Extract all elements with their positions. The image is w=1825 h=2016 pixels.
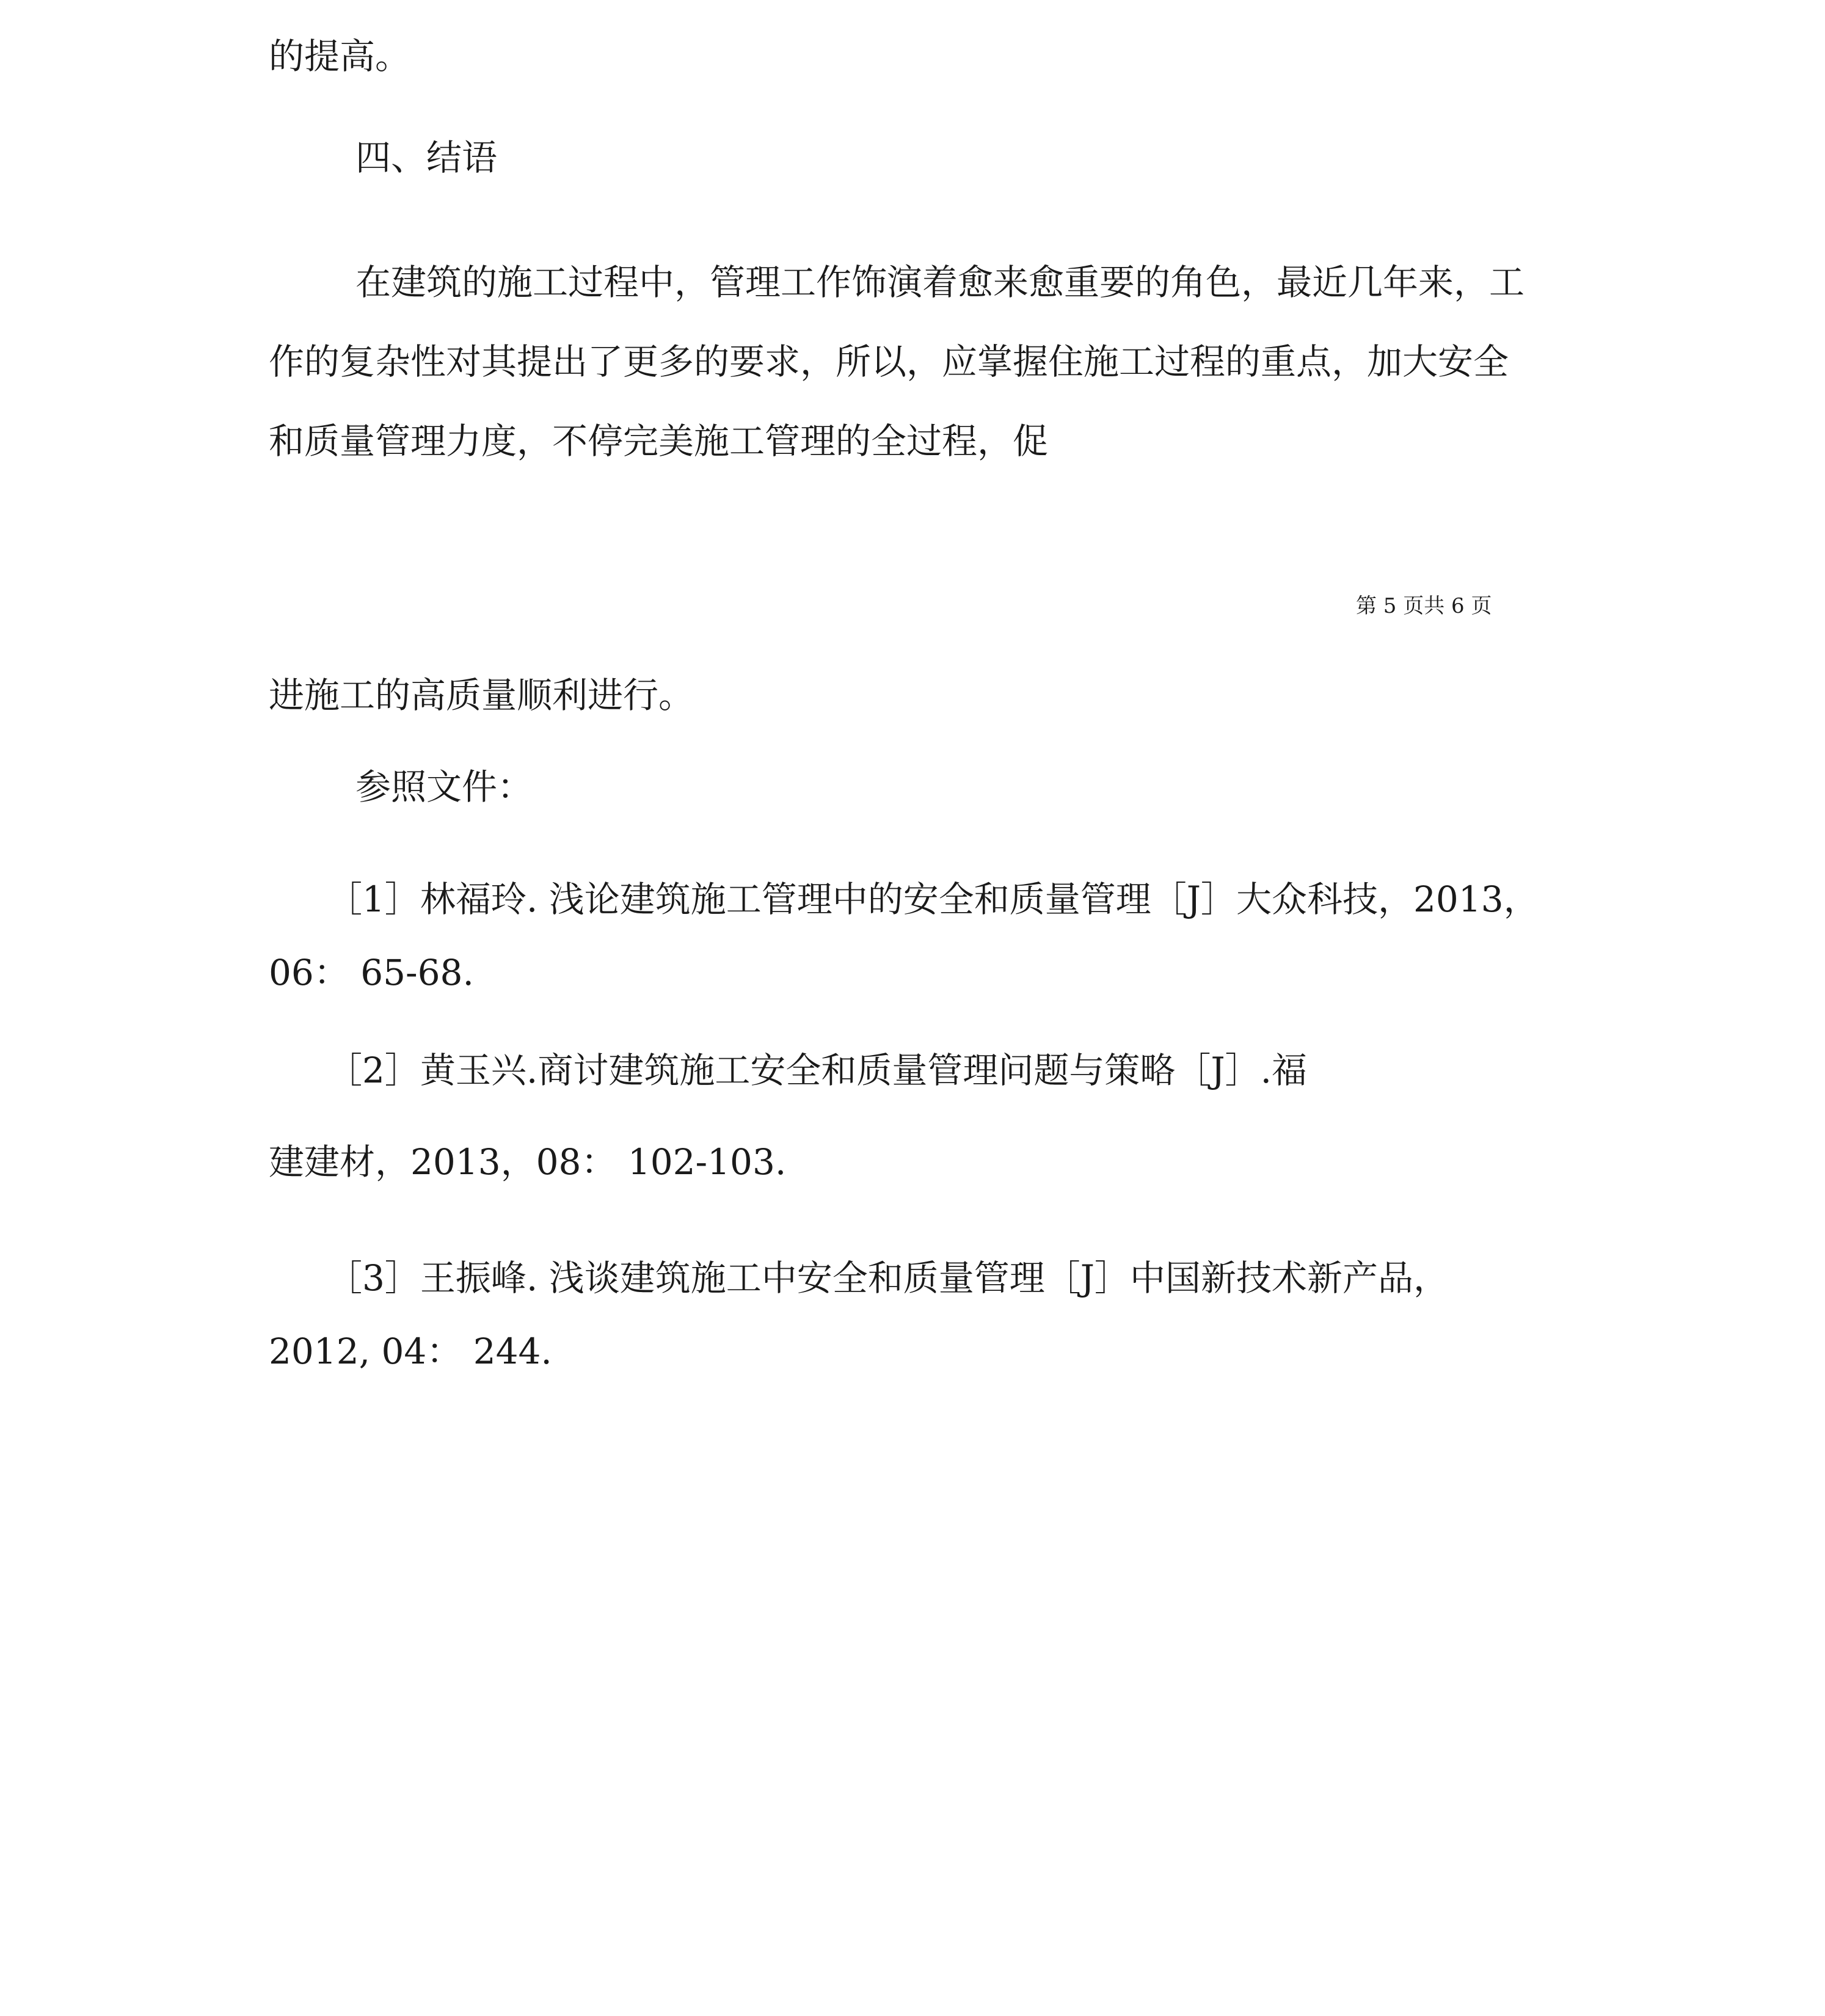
paragraph-line-1: 在建筑的施工过程中，管理工作饰演着愈来愈重要的角色，最近几年来，工 bbox=[355, 261, 1525, 303]
reference-2-line-2: 建建材，2013，08： 102-103. bbox=[269, 1141, 787, 1183]
continued-line-2: 进施工的高质量顺利进行。 bbox=[269, 674, 694, 716]
reference-3-line-2: 2012, 04： 244. bbox=[269, 1331, 552, 1372]
page-footer: 第 5 页共 6 页 bbox=[1356, 594, 1492, 618]
reference-3-line-1: ［3］王振峰. 浅谈建筑施工中安全和质量管理［J］中国新技术新产品， bbox=[327, 1257, 1449, 1299]
reference-1-line-2: 06： 65-68. bbox=[269, 952, 474, 993]
reference-2-line-1: ［2］黄玉兴.商讨建筑施工安全和质量管理问题与策略［J］.福 bbox=[327, 1050, 1308, 1091]
paragraph-line-3: 和质量管理力度，不停完美施工管理的全过程，促 bbox=[269, 420, 1049, 462]
references-heading: 参照文件： bbox=[355, 766, 533, 808]
section-heading: 四、结语 bbox=[355, 137, 498, 178]
reference-1-line-1: ［1］林福玲. 浅论建筑施工管理中的安全和质量管理［J］大众科技，2013， bbox=[327, 878, 1539, 920]
paragraph-line-2: 作的复杂性对其提出了更多的要求，所以，应掌握住施工过程的重点，加大安全 bbox=[269, 341, 1509, 382]
continued-line: 的提高。 bbox=[269, 35, 411, 77]
